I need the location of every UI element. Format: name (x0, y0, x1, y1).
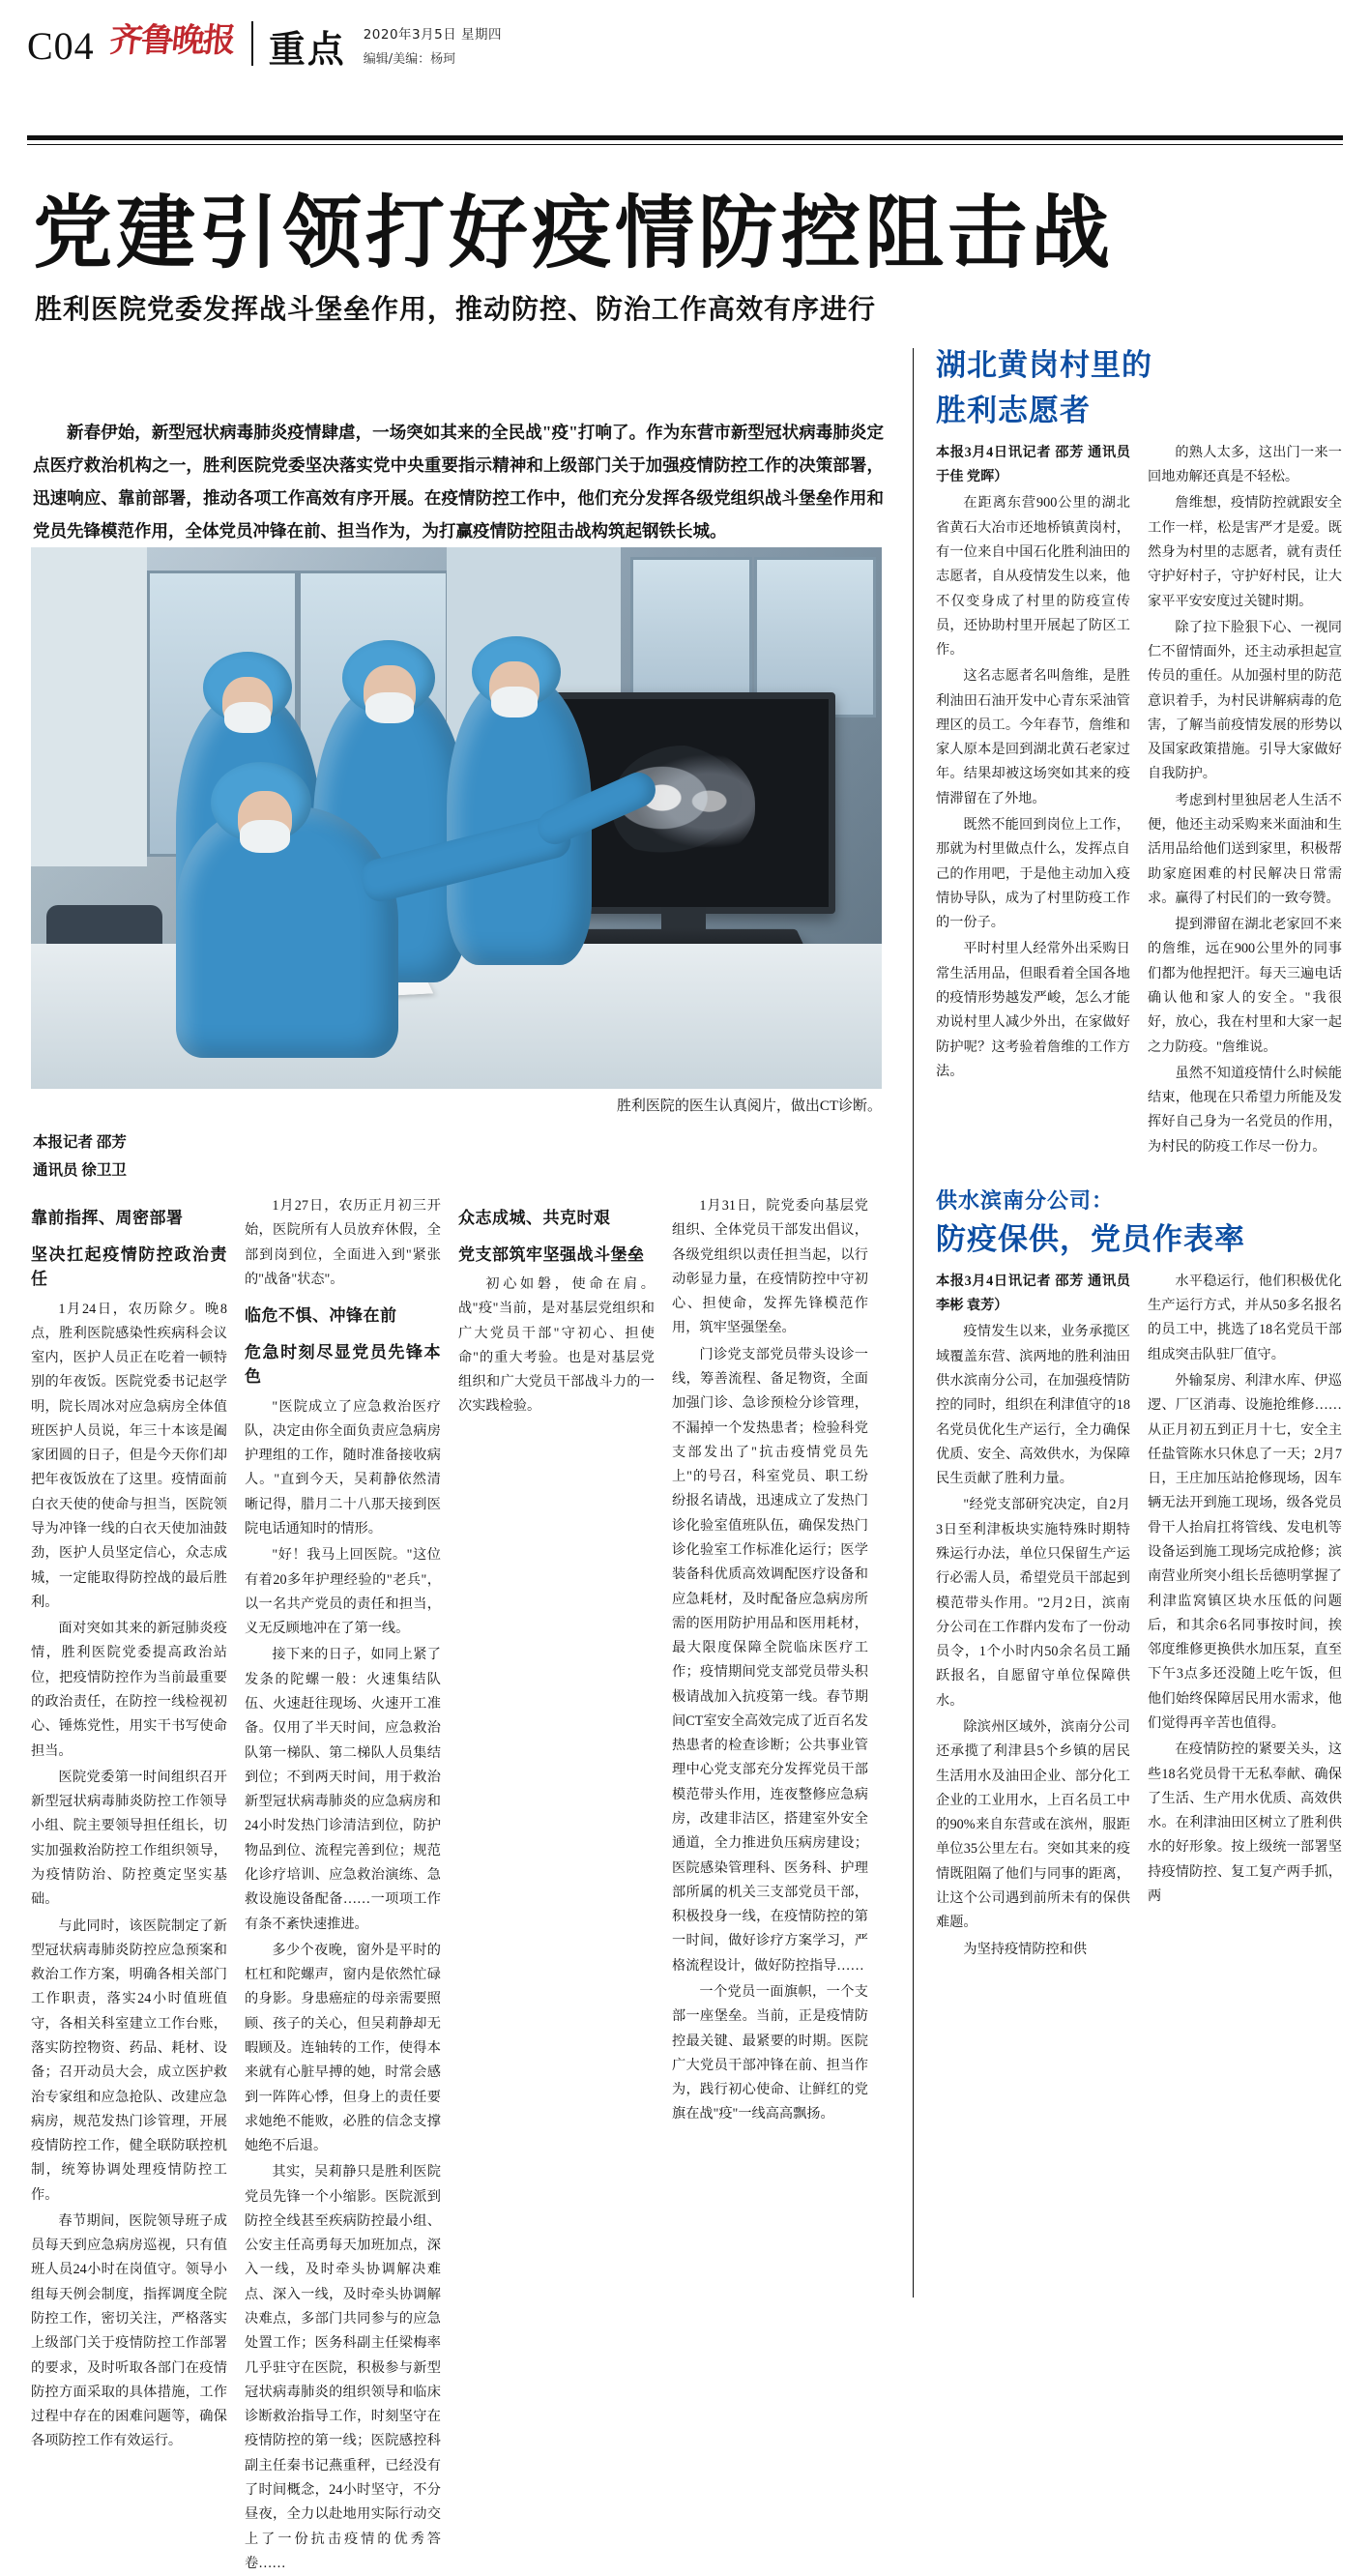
page-folio: C04 (27, 24, 95, 68)
body-paragraph: 为坚持疫情防控和供 (963, 1941, 1088, 1957)
body-paragraph: 外输泵房、利津水库、伊巡逻、厂区消毒、设施抢维修……从正月初五到正月十七，安全主任盐管陈水只休息了一天；2月7日，王庄加压站抢修现场，因车辆无法开到施工现场，级各党员骨干人抬肩扛将管线、发电机等设备运到施工现场完成抢修；滨南营业所突小组长岳德明掌握了利津监窝镇区块水压低的问题后，和其余6名同事按时间，挨邻度维修更换供水加压泵，直至下午3点多还没随上吃午饭，但他们始终保障居民用水需求，他们觉得再辛苦也值得。 (1148, 1373, 1342, 1731)
article-column-1 (31, 1194, 227, 2449)
section-subheading: 党支部筑牢坚强战斗堡垒 (458, 1244, 645, 1264)
body-paragraph: 一个党员一面旗帜，一个支部一座堡垒。当前，正是疫情防控最关键、最紧要的时期。医院广大党员干部冲锋在前、担当作为，践行初心使命、让鲜红的党旗在战"疫"一线高高飘扬。 (672, 1984, 868, 2122)
byline-reporter: 本报记者 邵芳 (33, 1134, 127, 1151)
story2-kicker: 湖北黄岗村里的 (936, 348, 1152, 382)
masthead-divider (251, 21, 253, 66)
body-paragraph: "好！我马上回医院。"这位有着20多年护理经验的"老兵"，以一名共产党员的责任和担当，义无反顾地冲在了第一线。 (245, 1547, 441, 1637)
story3-column-2 (1148, 1270, 1342, 1964)
photo-caption: 胜利医院的医生认真阅片，做出CT诊断。 (616, 1098, 882, 1114)
article-byline (33, 1129, 159, 1185)
section-subheading: 众志成城、共克时艰 (458, 1209, 611, 1227)
lead-photo (31, 547, 882, 1089)
story3 (936, 1186, 1342, 1964)
body-paragraph: 在疫情防控的紧要关头，这些18名党员骨干无私奉献、确保了生活、生产用水优质、高效供水。在利津油田区树立了胜利供水的好形象。按上级统一部署坚持疫情防控、复工复产两手抓，两 (1148, 1742, 1342, 1904)
subheadline: 胜利医院党委发挥战斗堡垒作用，推动防控、防治工作高效有序进行 (35, 295, 877, 325)
article-column-4 (672, 1194, 868, 2297)
body-paragraph: 春节期间，医院领导班子成员每天到应急病房巡视，只有值班人员24小时在岗值守。领导小组每天例会制度，指挥调度全院防控工作，密切关注，严格落实上级部门关于疫情防控工作部署的要求，及时听取各部门在疫情防控方面采取的具体措施，工作过程中存在的困难问题等，确保各项防控工作有效运行。 (31, 2212, 227, 2449)
body-paragraph: 提到滞留在湖北老家回不来的詹维，远在900公里外的同事们都为他捏把汗。每天三遍电话确认他和家人的安全。"我很好，放心，我在村里和大家一起之力防疫。"詹维说。 (1148, 917, 1342, 1055)
header-rule-thin (27, 144, 1343, 145)
body-paragraph: 多少个夜晚，窗外是平时的杠杠和陀螺声，窗内是依然忙碌的身影。身患癌症的母亲需要照顾、孩子的关心，但吴莉静却无暇顾及。连轴转的工作，使得本来就有心脏早搏的她，时常会感到一阵阵心悸，但身上的责任要求她绝不能败，必胜的信念支撑她绝不后退。 (245, 1942, 441, 2154)
section-subheading: 靠前指挥、周密部署 (31, 1209, 184, 1227)
body-paragraph: 考虑到村里独居老人生活不便，他还主动采购来米面油和生活用品给他们送到家里，积极帮助家庭困难的村民解决日常需求。赢得了村民们的一致夸赞。 (1148, 792, 1342, 906)
photo-scene (31, 547, 882, 1089)
body-paragraph: 1月27日，农历正月初三开始，医院所有人员放弃休假，全部到岗到位，全面进入到"紧张的"战备"状态"。 (245, 1198, 441, 1287)
article-column-3 (458, 1194, 655, 2297)
lead-paragraph: 新春伊始，新型冠状病毒肺炎疫情肆虐，一场突如其来的全民战"疫"打响了。作为东营市新型冠状病毒肺炎定点医疗救治机构之一，胜利医院党委坚决落实党中央重要指示精神和上级部门关于加强疫情防控工作的决策部署，迅速响应、靠前部署，推动各项工作高效有序开展。在疫情防控工作中，他们充分发挥各级党组织战斗堡垒作用和党员先锋模范作用，全体党员冲锋在前、担当作为，为打赢疫情防控阻击战构筑起钢铁长城。 (33, 423, 884, 542)
body-paragraph: 与此同时，该医院制定了新型冠状病毒肺炎防控应急预案和救治工作方案，明确各相关部门工作职责，落实24小时值班值守，各相关科室建立工作台账，落实防控物资、药品、耗材、设备；召开动员大会，成立医护救治专家组和应急抢队、改建应急病房，规范发热门诊管理，开展疫情防控工作，健全联防联控机制，统筹协调处理疫情防控工作。 (31, 1917, 227, 2203)
main-article-columns (31, 1194, 886, 2571)
editor-credit: 编辑/美编：杨珂 (363, 51, 456, 67)
body-paragraph: 门诊党支部党员带头设诊一线，筹善流程、备足物资，全面加强门诊、急诊预检分诊管理，不漏掉一个发热患者；检验科党支部发出了"抗击疫情党员先上"的号召，科室党员、职工纷纷报名请战，迅速成立了发热门诊化验室值班队伍，确保发热门诊化验室工作标准化运行；医学装备科优质高效调配医疗设备和应急耗材，及时配备应急病房所需的医用防护用品和医用耗材，最大限度保障全院临床医疗工作；疫情期间党支部党员带头积极请战加入抗疫第一线。春节期间CT室安全高效完成了近百名发热患者的检查诊断；公共事业管理中心党支部充分发挥党员干部模范带头作用，连夜整修应急病房，改建非洁区，搭建室外安全通道，全力推进负压病房建设；医院感染管理科、医务科、护理部所属的机关三支部党员干部，积极投身一线，在疫情防控的第一时间，做好诊疗方案学习，严格流程设计，做好防控指导…… (672, 1346, 868, 1974)
body-paragraph: 除滨州区域外，滨南分公司还承揽了利津县5个乡镇的居民生活用水及油田企业、部分化工企业的工业用水，上百名员工中的90%来自东营或在滨州，服距单位35公里左右。突如其来的疫情既阻隔了他们与同事的距离，让这个公司遇到前所未有的保供难题。 (936, 1718, 1130, 1931)
dateline: 本报3月4日讯记者 邵芳 通讯员 李彬 袁芳） (936, 1273, 1130, 1314)
body-paragraph: 面对突如其来的新冠肺炎疫情，胜利医院党委提高政治站位，把疫情防控作为当前最重要的政治责任，在防控一线检视初心、锤炼党性，用实干书写使命担当。 (31, 1621, 227, 1759)
body-paragraph: "经党支部研究决定，自2月3日至利津板块实施特殊时期特殊运行办法，单位只保留生产运行必需人员，希望党员干部起到模范带头作用。"2月2日，滨南分公司在工作群内发布了一份动员令，1个小时内50余名员工踊跃报名，自愿留守单位保障供水。 (936, 1497, 1130, 1709)
body-paragraph: 詹维想，疫情防控就跟安全工作一样，松是害严才是爱。既然身为村里的志愿者，就有责任守护好村子，守护好村民，让大家平平安安度过关键时期。 (1148, 495, 1342, 609)
body-paragraph: "医院成立了应急救治医疗队，决定由你全面负责应急病房护理组的工作，随时准备接收病人。"直到今天，吴莉静依然清晰记得，腊月二十八那天接到医院电话通知时的情形。 (245, 1398, 441, 1537)
body-paragraph: 的熟人太多，这出门一来一回地劝解还真是不轻松。 (1148, 444, 1342, 485)
section-name: 重点 (268, 30, 346, 71)
body-paragraph: 医院党委第一时间组织召开新型冠状病毒肺炎防控工作领导小组、院主要领导担任组长，切实加强救治防控工作组织领导，为疫情防治、防控奠定坚实基础。 (31, 1769, 227, 1908)
body-paragraph: 初心如磐，使命在肩。战"疫"当前，是对基层党组织和广大党员干部"守初心、担使命"的重大考验。也是对基层党组织和广大党员干部战斗力的一次实践检验。 (458, 1276, 655, 1415)
byline-correspondent: 通讯员 徐卫卫 (33, 1161, 127, 1179)
story3-column-1 (936, 1270, 1130, 1964)
body-paragraph: 接下来的日子，如同上紧了发条的陀螺一般：火速集结队伍、火速赶往现场、火速开工准备。仅用了半天时间，应急救治队第一梯队、第二梯队人员集结到位；不到两天时间，用于救治新型冠状病毒肺炎的应急病房和24小时发热门诊清洁到位，防护物品到位、流程完善到位；规范化诊疗培训、应急救治演练、急救设施设备配备……一项项工作有条不紊快速推进。 (245, 1647, 441, 1932)
publication-date: 2020年3月5日 星期四 (363, 27, 503, 43)
paper-name: 齐鲁晚报 (107, 23, 236, 59)
story2-column-2 (1148, 441, 1342, 1161)
body-paragraph: 在距离东营900公里的湖北省黄石大冶市还地桥镇黄岗村，有一位来自中国石化胜利油田的志愿者，自从疫情发生以来，他不仅变身成了村里的防疫宣传员，还协助村里开展起了防区工作。 (936, 495, 1130, 659)
masthead (27, 17, 1343, 87)
body-paragraph: 水平稳运行，他们积极优化生产运行方式，并从50多名报名的员工中，挑选了18名党员干部组成突击队驻厂值守。 (1148, 1273, 1342, 1362)
right-rail (936, 346, 1342, 1964)
dateline: 本报3月4日讯记者 邵芳 通讯员 于佳 党晖） (936, 444, 1130, 485)
body-paragraph: 既然不能回到岗位上工作，那就为村里做点什么，发挥点自己的作用吧，于是他主动加入疫情协导队，成为了村里防疫工作的一份子。 (936, 817, 1130, 931)
section-subheading: 坚决扛起疫情防控政治责任 (31, 1244, 227, 1288)
section-subheading: 临危不惧、冲锋在前 (245, 1306, 397, 1326)
body-paragraph: 这名志愿者名叫詹维，是胜利油田石油开发中心青东采油管理区的员工。今年春节，詹维和家人原本是回到湖北黄石老家过年。结果却被这场突如其来的疫情滞留在了外地。 (936, 668, 1130, 806)
body-paragraph: 疫情发生以来，业务承揽区域覆盖东营、滨两地的胜利油田供水滨南分公司，在加强疫情防控的同时，组织在利津值守的18名党员优化生产运行，全力确保优质、安全、高效供水，为保障民生贡献了胜利力量。 (936, 1324, 1130, 1487)
story2-title: 胜利志愿者 (936, 393, 1091, 427)
article-column-2 (245, 1194, 441, 2571)
story2-column-1 (936, 441, 1130, 1161)
page-title: 党建引领打好疫情防控阻击战 (33, 190, 1115, 278)
story3-columns (936, 1270, 1342, 1964)
section-subheading: 危急时刻尽显党员先锋本色 (245, 1342, 441, 1387)
story3-kicker: 供水滨南分公司： (936, 1187, 1115, 1213)
story3-title: 防疫保供，党员作表率 (936, 1222, 1245, 1256)
body-paragraph: 平时村里人经常外出采购日常生活用品，但眼看着全国各地的疫情形势越发严峻，怎么才能劝说村里人减少外出，在家做好防护呢？这考验着詹维的工作方法。 (936, 941, 1130, 1079)
body-paragraph: 虽然不知道疫情什么时候能结束，他现在只希望力所能及发挥好自己身为一名党员的作用，为村民的防疫工作尽一份力。 (1148, 1065, 1342, 1155)
story2-columns (936, 441, 1342, 1161)
masthead-meta (364, 17, 502, 72)
header-rule (27, 135, 1343, 140)
body-paragraph: 其实，吴莉静只是胜利医院党员先锋一个小缩影。医院派到防控全线甚至疾病防控最小组、公安主任高勇每天加班加点，深入一线，及时牵头协调解决难点、深入一线，及时牵头协调解决难点，多部门共同参与的应急处置工作；医务科副主任梁梅率几乎驻守在医院，积极参与新型冠状病毒肺炎的组织领导和临床诊断救治指导工作，时刻坚守在疫情防控的第一线；医院感控科副主任秦书记燕重秤，已经没有了时间概念，24小时坚守，不分昼夜，全力以赴地用实际行动交上了一份抗击疫情的优秀答卷…… (245, 2164, 441, 2571)
column-separator (913, 348, 914, 2298)
body-paragraph: 除了拉下脸狠下心、一视同仁不留情面外，还主动承担起宣传员的重任。从加强村里的防范意识着手，为村民讲解病毒的危害，了解当前疫情发展的形势以及国家政策措施。引导大家做好自我防护。 (1148, 619, 1342, 782)
body-paragraph: 1月24日，农历除夕。晚8点，胜利医院感染性疾病科会议室内，医护人员正在吃着一顿特别的年夜饭。医院党委书记赵学明，院长周冰对应急病房全体值班医护人员说，年三十本该是阖家团圆的日子，但是今天你们却把年夜饭放在了这里。疫情面前白衣天使的使命与担当，医院领导为冲锋一线的白衣天使加油鼓劲，医护人员坚定信心，众志成城，一定能取得防控战的最后胜利。 (31, 1301, 227, 1610)
body-paragraph: 1月31日，院党委向基层党组织、全体党员干部发出倡议，各级党组织以责任担当起，以行动彰显力量，在疫情防控中守初心、担使命，发挥先锋模范作用，筑牢坚强堡垒。 (672, 1198, 868, 1336)
